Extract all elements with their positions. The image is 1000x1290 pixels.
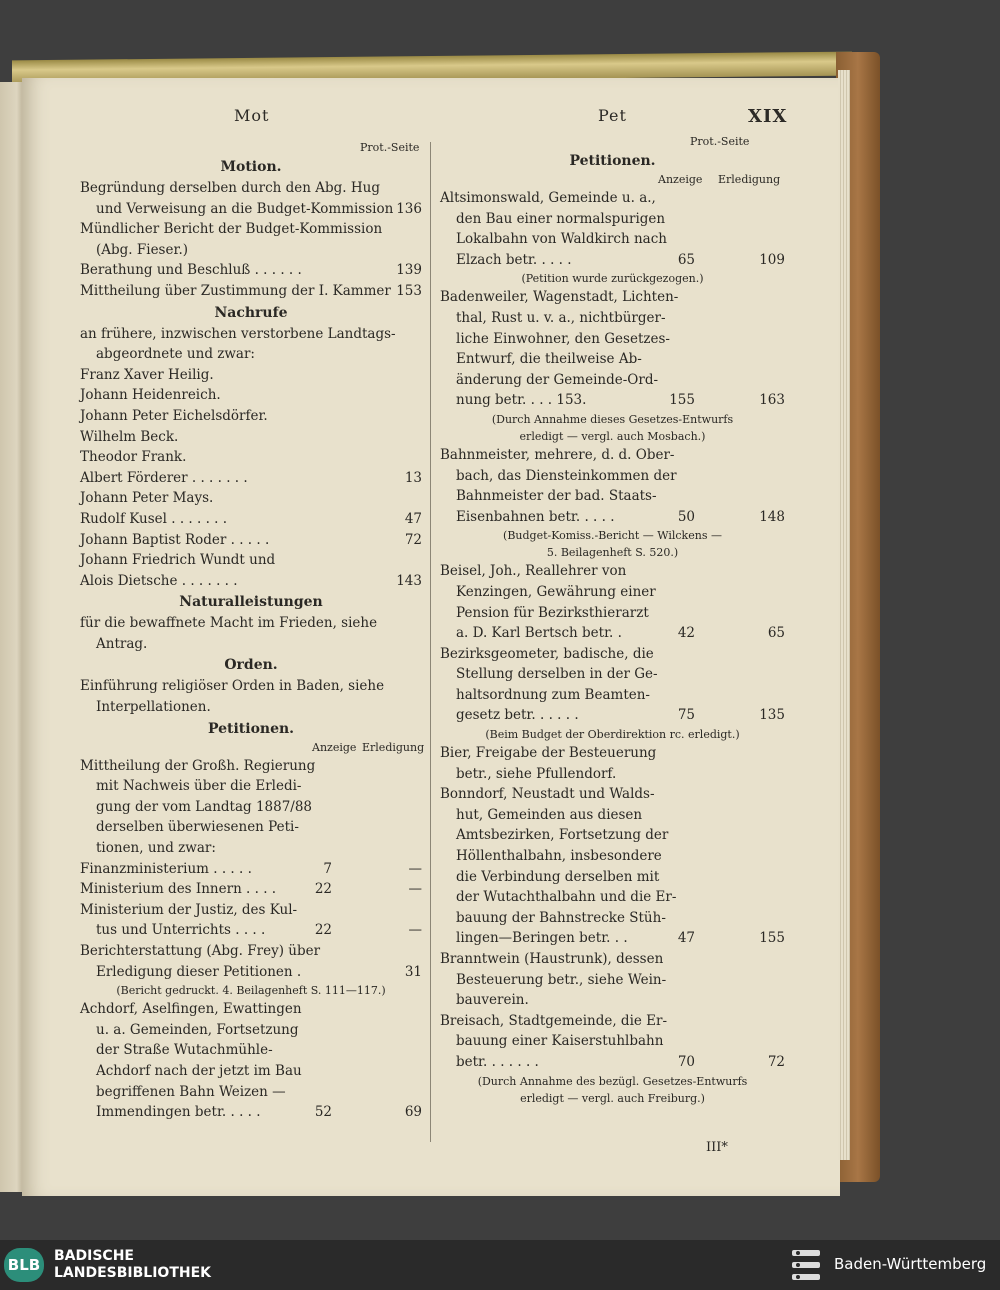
- entry-text: Alois Dietsche . . . . . . .: [80, 572, 238, 589]
- entry-line: [80, 962, 422, 983]
- erledigung-page: 72: [767, 1053, 785, 1070]
- erledigung-page: 163: [759, 392, 785, 409]
- entry-text: der Wutachthalbahn und die Er-: [456, 889, 677, 906]
- entry-line: [440, 229, 785, 250]
- entry-text: Finanzministerium . . . . .: [80, 860, 252, 877]
- entry-line: [80, 879, 422, 900]
- entry-line: [80, 365, 422, 386]
- entry-text: thal, Rust u. v. a., nichtbürger-: [456, 309, 666, 326]
- library-name-line2: LANDESBIBLIOTHEK: [54, 1265, 212, 1281]
- entry-text: Amtsbezirken, Fortsetzung der: [456, 827, 669, 844]
- entry-line: [440, 825, 785, 846]
- entry-line: [80, 613, 422, 634]
- entry-line: [80, 1102, 422, 1123]
- entry-text: Beisel, Joh., Reallehrer von: [440, 563, 627, 580]
- entry-text: Bonndorf, Neustadt und Walds-: [440, 786, 655, 803]
- entry-text: Eisenbahnen betr. . . . .: [456, 508, 615, 525]
- entry-text: Entwurf, die theilweise Ab-: [456, 351, 642, 368]
- entry-text: bauung der Bahnstrecke Stüh-: [456, 909, 666, 926]
- entry-line: [440, 250, 785, 271]
- footer-bar: [0, 1240, 1000, 1290]
- entry-text: den Bau einer normalspurigen: [456, 210, 666, 227]
- entry-line: [440, 970, 785, 991]
- erledigung-page: 72: [404, 531, 422, 548]
- erledigung-page: 153: [396, 282, 422, 299]
- entry-text: Breisach, Stadtgemeinde, die Er-: [440, 1012, 668, 1029]
- entry-line: [440, 561, 785, 582]
- entry-text: Achdorf, Aselfingen, Ewattingen: [80, 1001, 302, 1018]
- entry-note: (Beim Budget der Oberdirektion rc. erledigt.): [485, 728, 740, 742]
- anzeige-label: Anzeige: [658, 173, 703, 186]
- entry-line: [440, 705, 785, 726]
- entry-text: lingen—Beringen betr. . .: [456, 930, 628, 947]
- entry-line: [80, 999, 422, 1020]
- entry-line: [80, 838, 422, 859]
- entry-line: [80, 447, 422, 468]
- erledigung-page: 47: [404, 510, 422, 527]
- entry-text: betr., siehe Pfullendorf.: [456, 765, 617, 782]
- prot-seite-header: [80, 140, 422, 156]
- erledigung-page: —: [408, 922, 422, 939]
- section-heading-petitionen-right: Petitionen.: [569, 153, 656, 169]
- entry-text: Johann Baptist Roder . . . . .: [80, 531, 270, 548]
- entry-text: Ministerium der Justiz, des Kul-: [80, 901, 298, 918]
- entry-note: erledigt — vergl. auch Freiburg.): [520, 1091, 705, 1105]
- entry-text: die Verbindung derselben mit: [456, 868, 660, 885]
- entry-text: Immendingen betr. . . . .: [96, 1104, 261, 1121]
- blb-logo[interactable]: BLB: [4, 1248, 44, 1282]
- erledigung-page: 135: [759, 707, 785, 724]
- entry-line: [440, 507, 785, 528]
- entry-line: [440, 1052, 785, 1073]
- entry-line: [80, 240, 422, 261]
- entry-line: [80, 509, 422, 530]
- entry-text: Höllenthalbahn, insbesondere: [456, 848, 662, 865]
- entry-text: Johann Peter Mays.: [80, 490, 214, 507]
- entry-text: Mittheilung über Zustimmung der I. Kammer: [80, 282, 391, 299]
- lions-crest-icon: [790, 1246, 822, 1284]
- section-heading-naturalleistungen: Naturalleistungen: [179, 594, 323, 611]
- running-head-center: Pet: [598, 106, 627, 125]
- anzeige-page: 7: [323, 860, 332, 877]
- anzeige-page: 47: [677, 930, 695, 947]
- entry-line: [80, 219, 422, 240]
- entry-text: Kenzingen, Gewährung einer: [456, 583, 656, 600]
- entry-line: [80, 324, 422, 345]
- entry-line: [80, 488, 422, 509]
- entry-text: bach, das Diensteinkommen der: [456, 467, 677, 484]
- entry-text: mit Nachweis über die Erledi-: [96, 778, 302, 795]
- entry-text: Lokalbahn von Waldkirch nach: [456, 231, 667, 248]
- entry-text: gung der vom Landtag 1887/88: [96, 798, 313, 815]
- entry-line: [440, 349, 785, 370]
- entry-text: (Abg. Fieser.): [96, 241, 189, 258]
- entry-line: [440, 867, 785, 888]
- anzeige-page: 42: [677, 625, 695, 642]
- entry-text: Erledigung dieser Petitionen .: [96, 963, 302, 980]
- column-divider: [430, 142, 431, 1142]
- entry-line: [80, 1040, 422, 1061]
- entry-text: betr. . . . . . .: [456, 1053, 539, 1070]
- column-header: [80, 740, 425, 756]
- anzeige-page: 52: [314, 1104, 332, 1121]
- erledigung-page: 155: [759, 930, 785, 947]
- page-number: XIX: [748, 106, 788, 127]
- running-head-left: Mot: [234, 106, 270, 125]
- entry-text: Mündlicher Bericht der Budget-Kommission: [80, 221, 383, 238]
- erledigung-page: 139: [396, 262, 422, 279]
- entry-line: [80, 676, 422, 697]
- anzeige-page: 22: [314, 881, 332, 898]
- prot-seite-label: Prot.-Seite: [360, 141, 420, 154]
- entry-line: [440, 846, 785, 867]
- entry-text: für die bewaffnete Macht im Frieden, siehe: [80, 615, 378, 632]
- entry-line: [80, 199, 422, 220]
- entry-note: (Budget-Komiss.-Bericht — Wilckens —: [503, 529, 722, 543]
- entry-text: Mittheilung der Großh. Regierung: [80, 757, 316, 774]
- entry-text: a. D. Karl Bertsch betr. .: [456, 625, 622, 642]
- entry-text: Branntwein (Haustrunk), dessen: [440, 951, 664, 967]
- entry-text: bauverein.: [456, 992, 529, 1009]
- entry-line: [80, 530, 422, 551]
- entry-text: Theodor Frank.: [80, 449, 187, 466]
- erledigung-page: —: [408, 860, 422, 877]
- entry-line: [440, 949, 785, 970]
- entry-text: Johann Heidenreich.: [80, 387, 221, 404]
- anzeige-page: 65: [677, 251, 695, 268]
- entry-text: gesetz betr. . . . . .: [456, 707, 579, 724]
- entry-text: Antrag.: [96, 635, 148, 652]
- erledigung-label: Erledigung: [718, 173, 781, 186]
- entry-text: abgeordnete und zwar:: [96, 346, 255, 363]
- entry-line: [440, 287, 785, 308]
- entry-line: [80, 406, 422, 427]
- entry-line: [440, 1031, 785, 1052]
- entry-text: und Verweisung an die Budget-Kommission: [96, 200, 394, 217]
- entry-line: [440, 644, 785, 665]
- entry-text: nung betr. . . . 153.: [456, 392, 587, 409]
- entry-note: (Durch Annahme des bezügl. Gesetzes-Entwurfs: [477, 1074, 748, 1088]
- entry-line: [440, 990, 785, 1011]
- entry-text: Elzach betr. . . . .: [456, 251, 572, 268]
- erledigung-page: 136: [396, 200, 422, 217]
- entry-text: Interpellationen.: [96, 699, 211, 716]
- erledigung-label: Erledigung: [362, 740, 425, 754]
- entry-line: [440, 390, 785, 411]
- entry-line: [440, 664, 785, 685]
- entry-text: Pension für Bezirksthierarzt: [456, 604, 649, 621]
- entry-text: liche Einwohner, den Gesetzes-: [456, 330, 670, 347]
- entry-line: [80, 817, 422, 838]
- erledigung-page: 69: [404, 1104, 422, 1121]
- entry-text: Bahnmeister, mehrere, d. d. Ober-: [440, 446, 675, 463]
- left-column: [80, 140, 425, 1123]
- entry-text: Einführung religiöser Orden in Baden, siehe: [80, 678, 385, 695]
- anzeige-page: 22: [314, 922, 332, 939]
- entry-line: [440, 188, 785, 209]
- entry-text: Franz Xaver Heilig.: [80, 366, 214, 383]
- entry-text: bauung einer Kaiserstuhlbahn: [456, 1033, 664, 1050]
- anzeige-page: 50: [677, 508, 695, 525]
- entry-note: erledigt — vergl. auch Mosbach.): [519, 429, 706, 443]
- entry-text: änderung der Gemeinde-Ord-: [456, 371, 659, 388]
- section-heading-motion: Motion.: [220, 159, 282, 175]
- entry-line: [80, 776, 422, 797]
- entry-text: Badenweiler, Wagenstadt, Lichten-: [440, 289, 679, 306]
- entry-line: [80, 756, 422, 777]
- anzeige-page: 70: [677, 1053, 695, 1070]
- entry-line: [80, 797, 422, 818]
- entry-line: [440, 1011, 785, 1032]
- entry-line: [440, 743, 785, 764]
- entry-line: [80, 260, 422, 281]
- entry-text: Besteuerung betr., siehe Wein-: [456, 971, 667, 988]
- entry-note: (Durch Annahme dieses Gesetzes-Entwurfs: [491, 412, 734, 426]
- entry-line: [440, 887, 785, 908]
- entry-text: Berichterstattung (Abg. Frey) über: [80, 943, 321, 959]
- entry-line: [440, 370, 785, 391]
- section-heading-orden: Orden.: [224, 657, 278, 674]
- anzeige-label: Anzeige: [312, 740, 357, 754]
- entry-line: [80, 1061, 422, 1082]
- entry-text: Johann Friedrich Wundt und: [80, 552, 276, 569]
- page-stack-edge: [838, 70, 850, 1160]
- entry-text: Bier, Freigabe der Besteuerung: [440, 745, 657, 762]
- entry-text: derselben überwiesenen Peti-: [96, 819, 299, 836]
- entry-line: [80, 281, 422, 302]
- entry-line: [80, 550, 422, 571]
- section-heading-petitionen: Petitionen.: [207, 720, 295, 737]
- library-name[interactable]: [54, 1248, 211, 1282]
- entry-text: Johann Peter Eichelsdörfer.: [80, 407, 268, 424]
- entry-line: [440, 623, 785, 644]
- entry-text: Begründung derselben durch den Abg. Hug: [80, 180, 380, 196]
- entry-line: [440, 329, 785, 350]
- entry-text: begriffenen Bahn Weizen —: [96, 1083, 286, 1100]
- entry-line: [440, 764, 785, 785]
- entry-line: [440, 308, 785, 329]
- entry-line: [440, 445, 785, 466]
- entry-line: [440, 784, 785, 805]
- entry-text: an frühere, inzwischen verstorbene Landtags-: [80, 325, 396, 342]
- entry-line: [440, 209, 785, 230]
- right-column: [440, 134, 785, 1107]
- entry-line: [80, 427, 422, 448]
- entry-text: Rudolf Kusel . . . . . . .: [80, 510, 228, 527]
- erledigung-page: 31: [404, 963, 422, 980]
- entry-line: [80, 178, 422, 199]
- entry-text: Bahnmeister der bad. Staats-: [456, 488, 657, 505]
- entry-line: [440, 908, 785, 929]
- entry-line: [80, 859, 422, 880]
- entry-line: [440, 582, 785, 603]
- entry-note: (Petition wurde zurückgezogen.): [521, 272, 704, 286]
- entry-note: 5. Beilagenheft S. 520.): [546, 546, 679, 560]
- entry-line: [440, 603, 785, 624]
- entry-text: Albert Förderer . . . . . . .: [80, 469, 248, 486]
- prot-seite-label: Prot.-Seite: [690, 135, 750, 148]
- entry-line: [80, 385, 422, 406]
- entry-line: [80, 920, 422, 941]
- entry-line: [440, 928, 785, 949]
- entry-line: [80, 344, 422, 365]
- entry-text: Altsimonswald, Gemeinde u. a.,: [440, 190, 656, 206]
- erledigung-page: 65: [767, 625, 785, 642]
- entry-line: [80, 900, 422, 921]
- column-header: [440, 172, 785, 188]
- erledigung-page: 148: [759, 508, 785, 525]
- erledigung-page: 143: [396, 572, 422, 589]
- entry-line: [440, 486, 785, 507]
- entry-line: [80, 941, 422, 962]
- entry-text: der Straße Wutachmühle-: [96, 1042, 273, 1059]
- entry-line: [80, 697, 422, 718]
- section-heading-nachrufe: Nachrufe: [214, 304, 288, 321]
- entry-text: Achdorf nach der jetzt im Bau: [96, 1062, 302, 1079]
- facing-page-edge: [0, 82, 24, 1192]
- entry-line: [440, 466, 785, 487]
- anzeige-page: 75: [677, 707, 695, 724]
- state-name[interactable]: Baden-Württemberg: [834, 1255, 987, 1273]
- library-name-line1: BADISCHE: [54, 1248, 134, 1264]
- entry-line: [80, 634, 422, 655]
- entry-text: Stellung derselben in der Ge-: [456, 666, 658, 683]
- entry-line: [440, 685, 785, 706]
- entry-text: hut, Gemeinden aus diesen: [456, 806, 643, 823]
- entry-text: Bezirksgeometer, badische, die: [440, 645, 654, 662]
- entry-line: [80, 468, 422, 489]
- entry-text: tus und Unterrichts . . . .: [96, 922, 266, 939]
- entry-text: Ministerium des Innern . . . .: [80, 881, 277, 898]
- entry-text: Wilhelm Beck.: [80, 428, 179, 445]
- entry-note: (Bericht gedruckt. 4. Beilagenheft S. 111—117.): [116, 984, 386, 998]
- entry-text: Berathung und Beschluß . . . . . .: [80, 262, 302, 279]
- erledigung-page: 109: [759, 251, 785, 268]
- prot-seite-header: [440, 134, 785, 150]
- entry-line: [80, 571, 422, 592]
- erledigung-page: —: [408, 881, 422, 898]
- anzeige-page: 155: [669, 392, 695, 409]
- entry-text: haltsordnung zum Beamten-: [456, 686, 650, 703]
- entry-line: [440, 805, 785, 826]
- entry-line: [80, 1020, 422, 1041]
- entry-text: u. a. Gemeinden, Fortsetzung: [96, 1021, 299, 1038]
- erledigung-page: 13: [404, 469, 422, 486]
- signature-mark: III*: [706, 1140, 728, 1155]
- entry-line: [80, 1082, 422, 1103]
- entry-text: tionen, und zwar:: [96, 840, 216, 857]
